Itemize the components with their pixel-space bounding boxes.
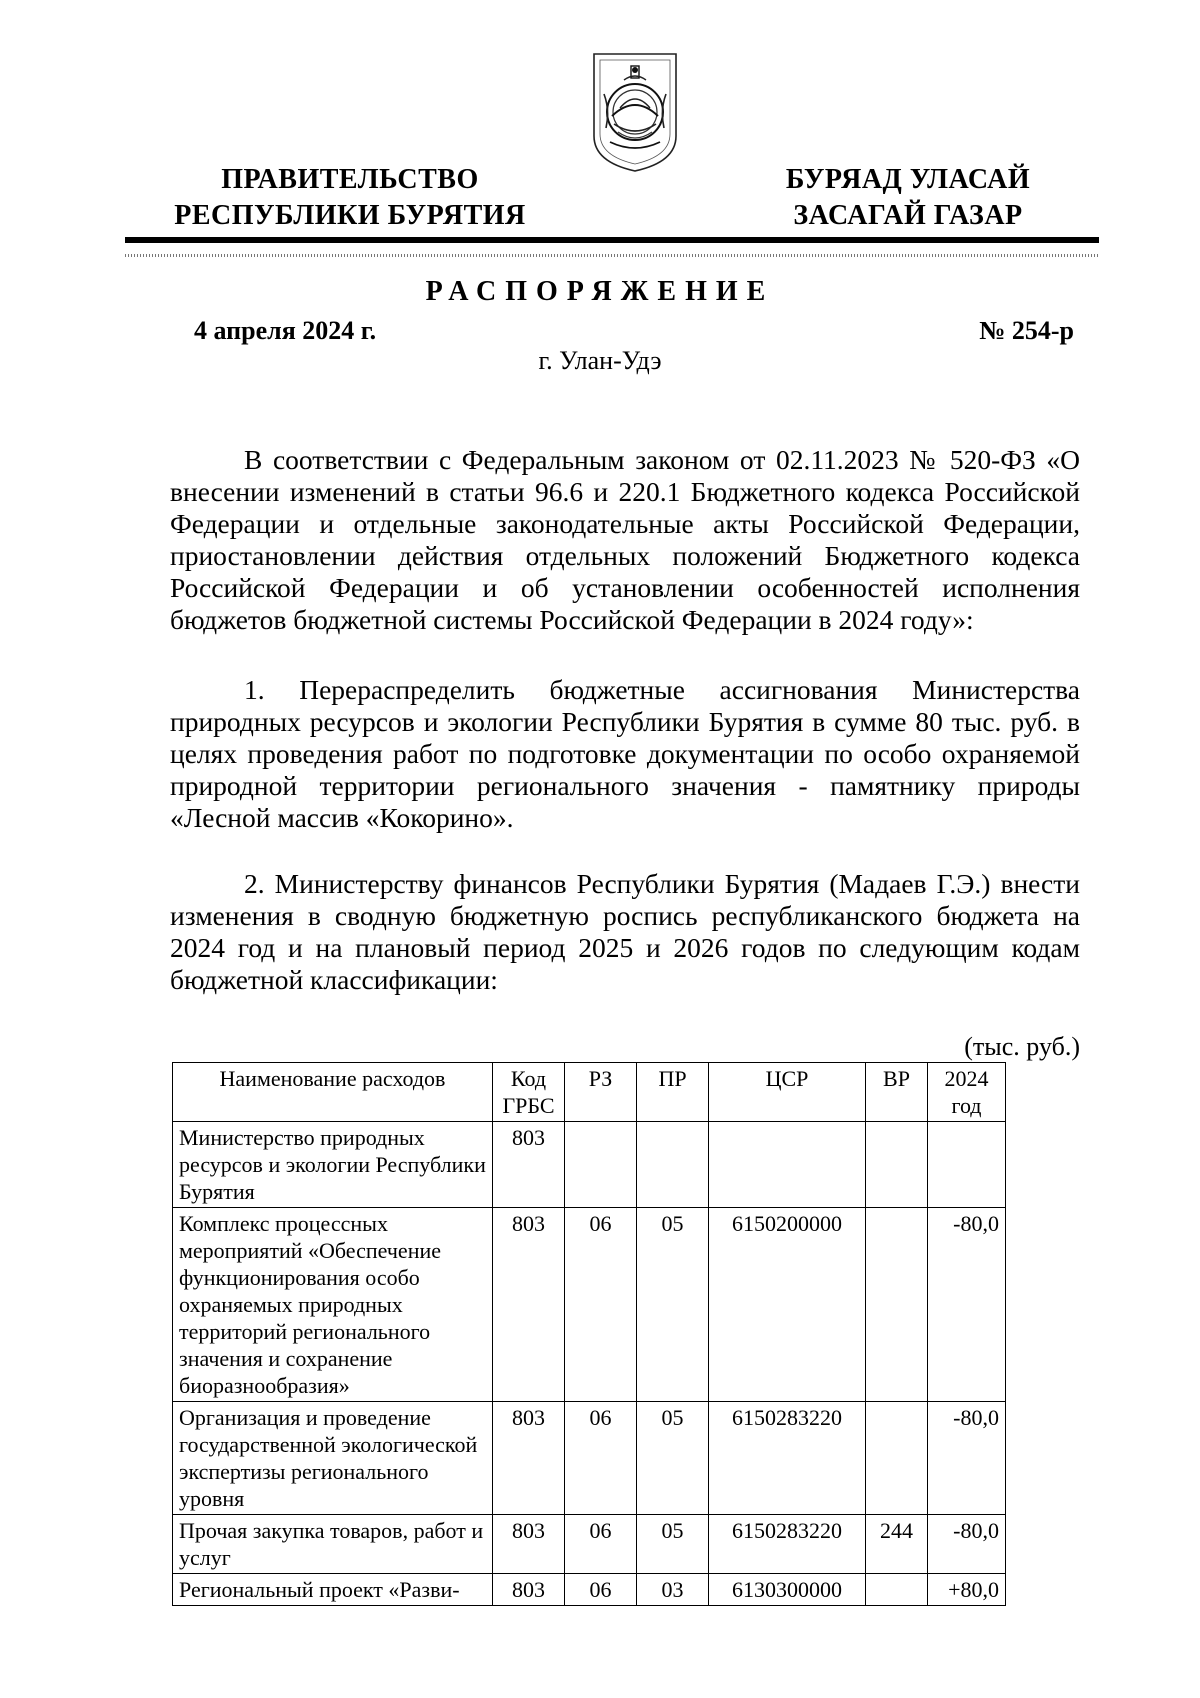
table-row [173, 1122, 1006, 1208]
government-name-line: РЕСПУБЛИКИ БУРЯТИЯ [174, 200, 526, 231]
table-row [173, 1515, 1006, 1574]
header-rule-dotted [125, 254, 1099, 257]
government-name-russian [160, 162, 540, 234]
document-date: 4 апреля 2024 г. [194, 316, 377, 345]
clause-1-paragraph [170, 674, 1080, 834]
document-city: г. Улан-Удэ [538, 346, 662, 375]
government-name-line: ЗАСАГАЙ ГАЗАР [793, 200, 1023, 231]
coat-of-arms-emblem [590, 50, 680, 174]
col-header-vr: ВР [866, 1063, 928, 1122]
paragraph-text: 1. Перераспределить бюджетные ассигнования Министерства природных ресурсов и экологии Республики Бурятия в сумме 80 тыс. руб. в целях проведения работ по подготовке документации по особо охраняемой природной территории регионального значения - памятнику природы «Лесной массив «Кокорино». [170, 674, 1080, 833]
col-header-csr: ЦСР [709, 1063, 866, 1122]
cell-rz: 06 [565, 1515, 637, 1574]
cell-csr [709, 1122, 866, 1208]
cell-amount: -80,0 [928, 1208, 1006, 1402]
paragraph-text: 2. Министерству финансов Республики Бурятия (Мадаев Г.Э.) внести изменения в сводную бюджетную роспись республиканского бюджета на 2024 год и на плановый период 2025 и 2026 годов по следующим кодам бюджетной классификации: [170, 868, 1080, 995]
government-name-line: ПРАВИТЕЛЬСТВО [221, 164, 479, 195]
document-number: № 254-р [979, 316, 1074, 345]
cell-vr [866, 1574, 928, 1606]
cell-pr: 03 [637, 1574, 709, 1606]
table-row [173, 1208, 1006, 1402]
document-type: РАСПОРЯЖЕНИЕ [425, 276, 775, 307]
col-header-name: Наименование расходов [173, 1063, 493, 1122]
cell-grbs: 803 [493, 1515, 565, 1574]
cell-amount: -80,0 [928, 1515, 1006, 1574]
table-header-row [173, 1063, 1006, 1122]
cell-amount [928, 1122, 1006, 1208]
cell-amount: +80,0 [928, 1574, 1006, 1606]
cell-grbs: 803 [493, 1122, 565, 1208]
col-header-grbs: Код ГРБС [493, 1063, 565, 1122]
preamble-paragraph [170, 444, 1080, 636]
government-name-line: БУРЯАД УЛАСАЙ [785, 164, 1031, 195]
cell-vr [866, 1122, 928, 1208]
cell-grbs: 803 [493, 1208, 565, 1402]
cell-rz: 06 [565, 1402, 637, 1515]
cell-rz: 06 [565, 1574, 637, 1606]
budget-table [172, 1062, 1006, 1606]
cell-csr: 6130300000 [709, 1574, 866, 1606]
table-row [173, 1402, 1006, 1515]
header-rule [125, 237, 1099, 243]
cell-name: Министерство природных ресурсов и экологии Республики Бурятия [173, 1122, 493, 1208]
cell-name: Региональный проект «Разви- [173, 1574, 493, 1606]
cell-rz [565, 1122, 637, 1208]
cell-csr: 6150283220 [709, 1515, 866, 1574]
table-unit-label: (тыс. руб.) [964, 1032, 1080, 1061]
cell-name: Организация и проведение государственной экологической экспертизы регионального уровня [173, 1402, 493, 1515]
col-header-pr: ПР [637, 1063, 709, 1122]
cell-amount: -80,0 [928, 1402, 1006, 1515]
cell-csr: 6150200000 [709, 1208, 866, 1402]
cell-grbs: 803 [493, 1402, 565, 1515]
cell-vr [866, 1208, 928, 1402]
cell-name: Прочая закупка товаров, работ и услуг [173, 1515, 493, 1574]
cell-rz: 06 [565, 1208, 637, 1402]
cell-pr: 05 [637, 1515, 709, 1574]
cell-pr: 05 [637, 1402, 709, 1515]
cell-pr [637, 1122, 709, 1208]
government-name-buryat [748, 162, 1068, 234]
cell-csr: 6150283220 [709, 1402, 866, 1515]
col-header-rz: РЗ [565, 1063, 637, 1122]
cell-vr: 244 [866, 1515, 928, 1574]
col-header-2024: 2024 год [928, 1063, 1006, 1122]
paragraph-text: В соответствии с Федеральным законом от 02.11.2023 № 520-ФЗ «О внесении изменений в статьи 96.6 и 220.1 Бюджетного кодекса Российской Федерации и отдельные законодательные акты Российской Федерации, приостановлении действия отдельных положений Бюджетного кодекса Российской Федерации и об установлении особенностей исполнения бюджетов бюджетной системы Российской Федерации в 2024 году»: [170, 444, 1080, 635]
cell-name: Комплекс процессных мероприятий «Обеспечение функционирования особо охраняемых природных территорий регионального значения и сохранение биоразнообразия» [173, 1208, 493, 1402]
cell-grbs: 803 [493, 1574, 565, 1606]
clause-2-paragraph [170, 868, 1080, 996]
cell-pr: 05 [637, 1208, 709, 1402]
table-row [173, 1574, 1006, 1606]
cell-vr [866, 1402, 928, 1515]
